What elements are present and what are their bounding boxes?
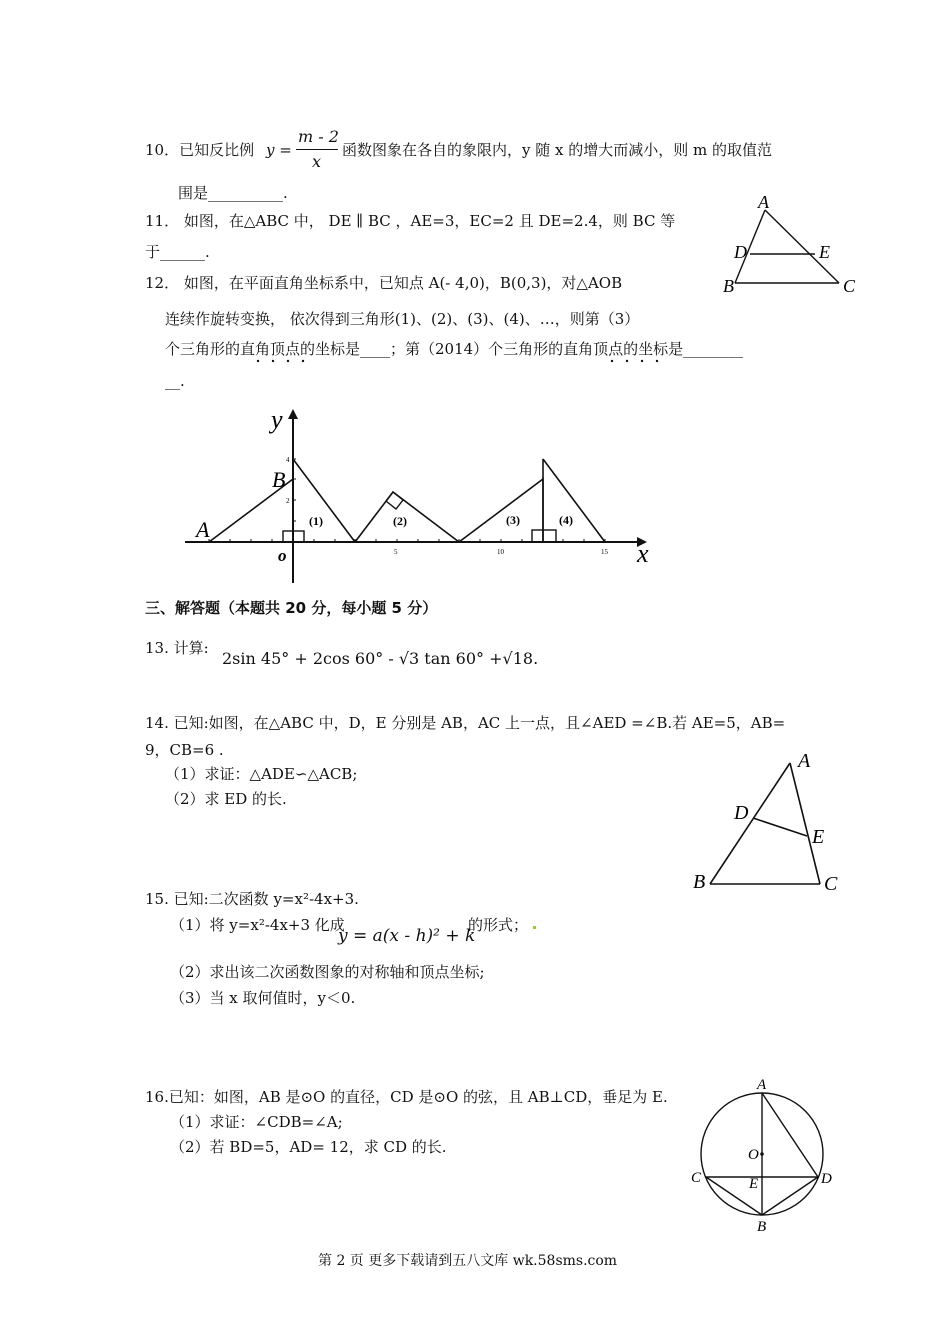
triangle-2 (355, 492, 459, 542)
q10-prefix: 10．已知反比例 (145, 141, 255, 159)
green-dot-mark (533, 926, 536, 929)
q15-line1: 15. 已知:二次函数 y=x²-4x+3. (145, 890, 359, 908)
fig14-label-c: C (824, 873, 838, 895)
figure-16-circle (685, 1072, 845, 1242)
q15-part1-suffix: 的形式； (468, 916, 529, 934)
q16-line1: 16.已知：如图，AB 是⊙O 的直径，CD 是⊙O 的弦，且 AB⊥CD，垂足为 E. (145, 1088, 668, 1106)
q10-suffix: 函数图象在各自的象限内，y 随 x 的增大而减小，则 m 的取值范 (342, 141, 773, 159)
fig11-label-b: B (723, 276, 734, 296)
triangle-label-1: (1) (309, 514, 323, 528)
q12-line4: __. (165, 372, 185, 390)
q10-line2: 围是__________. (178, 184, 288, 202)
q10-numerator: m - 2 (298, 127, 339, 146)
graph-origin-label: o (278, 546, 287, 565)
triangle-label-2: (2) (393, 514, 407, 528)
fig14-label-e: E (812, 826, 825, 848)
q14-part2: （2）求 ED 的长. (165, 790, 287, 808)
q15-part3: （3）当 x 取何值时，y＜0. (170, 989, 356, 1007)
y-axis-arrow (288, 409, 298, 419)
fig16-label-o: O (748, 1147, 759, 1163)
fig16-label-d: D (821, 1171, 832, 1187)
q10-formula-lhs: y = (266, 141, 292, 159)
fig11-label-a: A (758, 192, 769, 212)
triangle-label-3: (3) (506, 513, 520, 527)
q15-part1-formula: y = a(x - h)² + k (338, 926, 476, 946)
fig16-label-b: B (757, 1219, 767, 1235)
figure-14-triangle (690, 745, 860, 895)
coordinate-graph (185, 405, 665, 585)
triangle-1 (293, 459, 355, 542)
fig11-label-d: D (734, 242, 747, 262)
section-3-title: 三、解答题（本题共 20 分，每小题 5 分） (145, 599, 438, 617)
q10-denominator: x (312, 152, 322, 171)
graph-point-a-label: A (196, 517, 210, 542)
q14-line1: 14. 已知:如图，在△ABC 中，D，E 分别是 AB，AC 上一点，且∠AED =∠B.若 AE=5，AB= (145, 714, 786, 732)
q13-label: 13. 计算: (145, 639, 209, 657)
q12-line3: 个三角形的直角顶点的坐标是____；第（2014）个三角形的直角顶点的坐标是________ (165, 340, 744, 358)
fig16-label-a: A (757, 1077, 767, 1093)
q15-part2: （2）求出该二次函数图象的对称轴和顶点坐标; (170, 963, 485, 981)
segment-ad (762, 1093, 818, 1177)
q16-part1: （1）求证：∠CDB=∠A; (170, 1113, 343, 1131)
figure-11-triangle (715, 190, 865, 300)
right-angle-mark-2 (386, 492, 403, 509)
x-tick-10: 10 (497, 548, 504, 556)
x-tick-5: 5 (394, 548, 398, 556)
fig14-label-d: D (734, 802, 749, 824)
fig16-label-c: C (691, 1170, 702, 1186)
y-tick-4: 4 (286, 456, 290, 464)
q11-line2: 于______. (145, 243, 210, 261)
graph-point-b-label: B (272, 467, 286, 492)
graph-y-label: y (271, 405, 283, 434)
graph-x-label: x (637, 539, 649, 568)
q12-line2: 连续作旋转变换， 依次得到三角形(1)、(2)、(3)、(4)、…，则第（3） (165, 310, 640, 328)
q11-line1: 11． 如图，在△ABC 中， DE ∥ BC ，AE=3，EC=2 且 DE=2.4，则 BC 等 (145, 212, 676, 230)
page-footer: 第 2 页 更多下载请到五八文库 wk.58sms.com (318, 1253, 618, 1269)
fig11-label-c: C (843, 276, 856, 296)
q13-expression: 2sin 45° + 2cos 60° - √3 tan 60° +√18. (222, 649, 539, 668)
fig16-label-e: E (749, 1176, 759, 1192)
q12-line1: 12． 如图，在平面直角坐标系中，已知点 A(- 4,0)，B(0,3)，对△AOB (145, 274, 623, 292)
fig14-label-b: B (693, 871, 706, 893)
right-angle-mark-4 (532, 530, 556, 542)
q10-fraction-bar (296, 149, 338, 150)
fig11-label-e: E (819, 242, 830, 262)
fig14-label-a: A (798, 750, 811, 772)
segment-bd (762, 1177, 818, 1215)
q14-part1: （1）求证：△ADE∽△ACB; (165, 765, 358, 783)
x-tick-15: 15 (601, 548, 608, 556)
y-tick-2: 2 (286, 497, 290, 505)
center-point (760, 1152, 764, 1156)
triangle-label-4: (4) (559, 513, 573, 527)
q14-line2: 9，CB=6 . (145, 741, 224, 759)
q12-emphasis-dots (165, 353, 685, 365)
triangle-3 (459, 479, 543, 542)
q15-part1-prefix: （1）将 y=x²-4x+3 化成 (170, 916, 345, 934)
q16-part2: （2）若 BD=5，AD= 12，求 CD 的长. (170, 1138, 447, 1156)
